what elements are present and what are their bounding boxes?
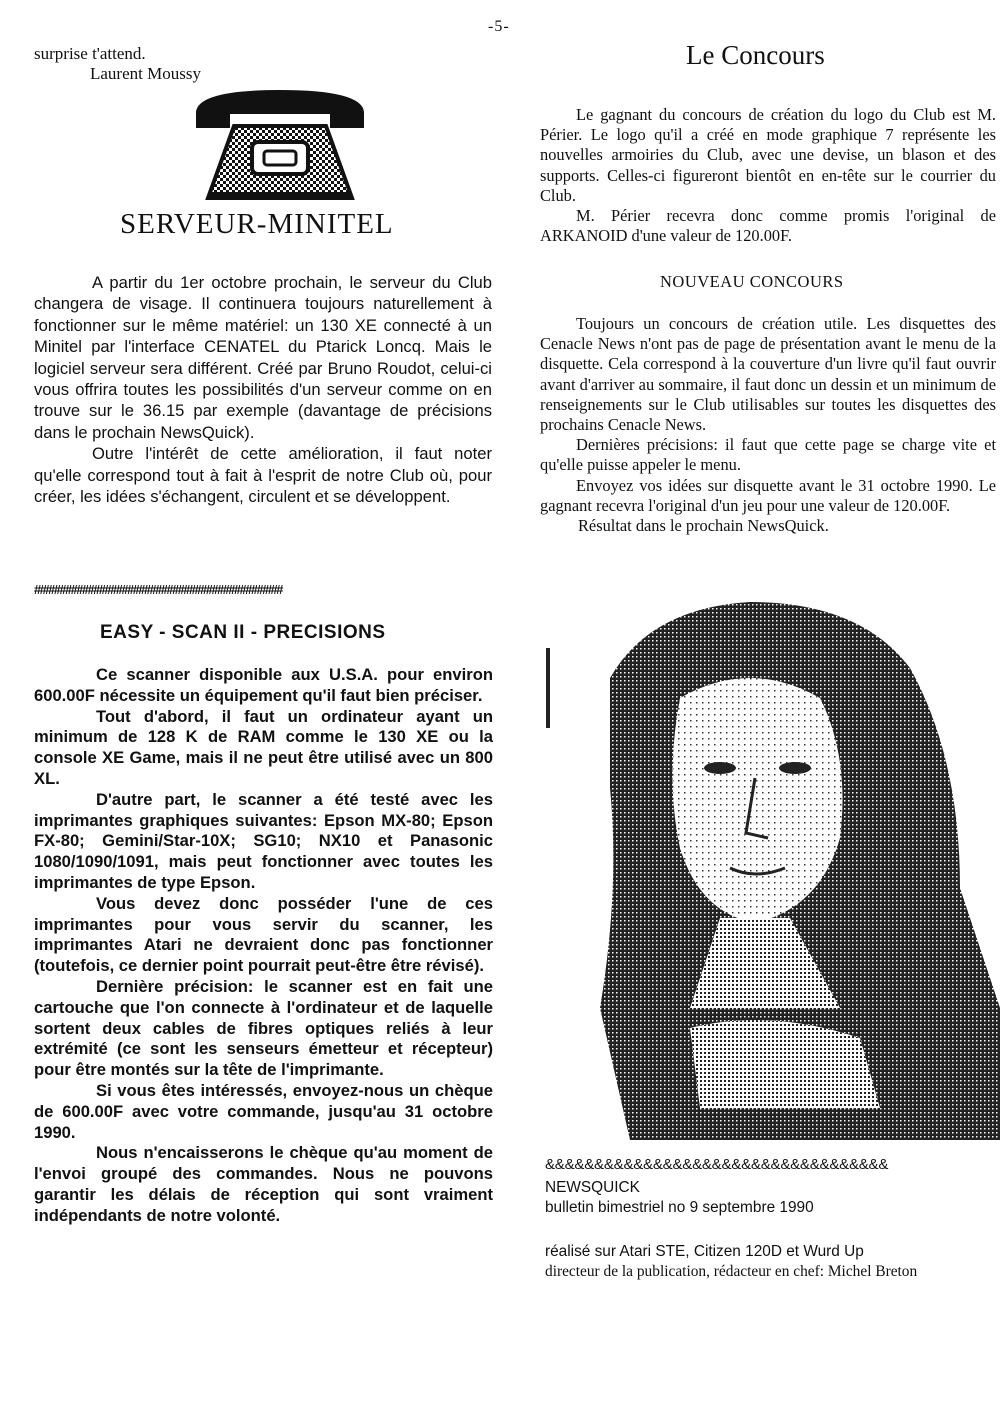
easy-scan-heading: EASY - SCAN II - PRECISIONS [100, 622, 386, 643]
nouveau-paragraph: Toujours un concours de création utile. Les disquettes des Cenacle News n'ont pas de page de présentation avant le menu de la disquette. Cela correspond à la couverture d'un livre qu'il faut ouvrir avant d'arriver au sommaire, il faut donc un dessin et un minimum de renseignements sur le Club utilisables sur toutes les disquettes des prochains Cenacle News. [540, 314, 996, 435]
nouveau-paragraph: Dernières précisions: il faut que cette page se charge vite et qu'elle puisse appeler le menu. [540, 435, 996, 475]
serveur-paragraph: A partir du 1er octobre prochain, le serveur du Club changera de visage. Il continuera toujours naturellement à fonctionner sur le même matériel: un 130 XE connecté à un Minitel par l'interface CENATEL du Ptarick Loncq. Mais le logiciel serveur sera différent. Créé par Bruno Roudot, celui-ci vous offrira toutes les possibilités d'un serveur comme on en trouve sur le 36.15 par exemple (davantage de précisions dans le prochain NewsQuick). [34, 273, 492, 442]
result-line: Résultat dans le prochain NewsQuick. [578, 516, 829, 536]
easy-paragraph: D'autre part, le scanner a été testé avec les imprimantes graphiques suivantes: Epson MX-80; Epson FX-80; Gemini/Star-10X; SG10; NX10 et Panasonic 1080/1090/1091, mais peut fonctionner avec toutes les imprimantes de type Epson. [34, 789, 493, 892]
easy-paragraph: Nous n'encaisserons le chèque qu'au moment de l'envoi groupé des commandes. Nous ne pouvons garantir les délais de réception qui sont vraiment indépendants de notre volonté. [34, 1143, 493, 1225]
serveur-minitel-heading: SERVEUR-MINITEL [120, 208, 394, 240]
concours-paragraph: M. Périer recevra donc comme promis l'original de ARKANOID d'une valeur de 120.00F. [540, 206, 996, 246]
colophon [545, 1178, 1000, 1282]
easy-paragraph: Vous devez donc posséder l'une de ces imprimantes pour vous servir du scanner, les imprimantes Atari ne devraient donc pas fonctionner (toutefois, ce dernier point pourrait peut-être être révisé). [34, 893, 493, 976]
easy-scan-article [34, 665, 493, 1227]
easy-paragraph: Ce scanner disponible aux U.S.A. pour environ 600.00F nécessite un équipement qu'il faut bien préciser. [34, 665, 493, 705]
serveur-minitel-article [34, 272, 492, 507]
nouveau-concours-heading: NOUVEAU CONCOURS [660, 272, 844, 291]
nouveau-paragraph: Envoyez vos idées sur disquette avant le 31 octobre 1990. Le gagnant recevra l'original d'un jeu pour une valeur de 120.00F. [540, 475, 996, 515]
newsletter-name: NEWSQUICK [545, 1179, 640, 1196]
credits-line: réalisé sur Atari STE, Citizen 120D et Wurd Up [545, 1243, 864, 1260]
signoff [34, 44, 201, 84]
nouveau-concours-article [540, 314, 996, 536]
ampersand-separator: &&&&&&&&&&&&&&&&&&&&&&&&&&&&&&&&&&& [545, 1156, 889, 1173]
page-number: -5- [488, 18, 510, 35]
concours-article [540, 105, 996, 246]
newsletter-issue: bulletin bimestriel no 9 septembre 1990 [545, 1199, 814, 1216]
easy-paragraph: Si vous êtes intéressés, envoyez-nous un chèque de 600.00F avec votre commande, jusqu'au 31 octobre 1990. [34, 1080, 493, 1142]
telephone-icon [190, 88, 370, 200]
hash-separator: ############################################ [34, 582, 282, 597]
concours-paragraph: Le gagnant du concours de création du logo du Club est M. Périer. Le logo qu'il a créé en mode graphique 7 représente les nouvelles armoiries du Club, avec une devise, un blason et des supports. Celles-ci figureront bientôt en en-tête sur le courrier du Club. [540, 105, 996, 205]
easy-paragraph: Dernière précision: le scanner est en fait une cartouche que l'on connecte à l'ordinateur et de laquelle sortent deux cables de fibres optiques reliés à leur extrémité (ce sont les senseurs émetteur et récepteur) pour être montés sur la tête de l'imprimante. [34, 976, 493, 1080]
signoff-author: Laurent Moussy [90, 64, 201, 83]
easy-paragraph: Tout d'abord, il faut un ordinateur ayant un minimum de 128 K de RAM comme le 130 XE ou la console XE Game, mais il ne peut être utilisé avec un 800 XL. [34, 706, 493, 788]
mona-lisa-image [540, 588, 1000, 1140]
serveur-paragraph: Outre l'intérêt de cette amélioration, il faut noter qu'elle correspond tout à fait à l'esprit de notre Club où, pour créer, les idées s'échangent, circulent et se développent. [34, 444, 492, 507]
director-line: directeur de la publication, rédacteur en chef: Michel Breton [545, 1263, 918, 1280]
concours-heading: Le Concours [686, 40, 825, 70]
signoff-line: surprise t'attend. [34, 44, 146, 63]
